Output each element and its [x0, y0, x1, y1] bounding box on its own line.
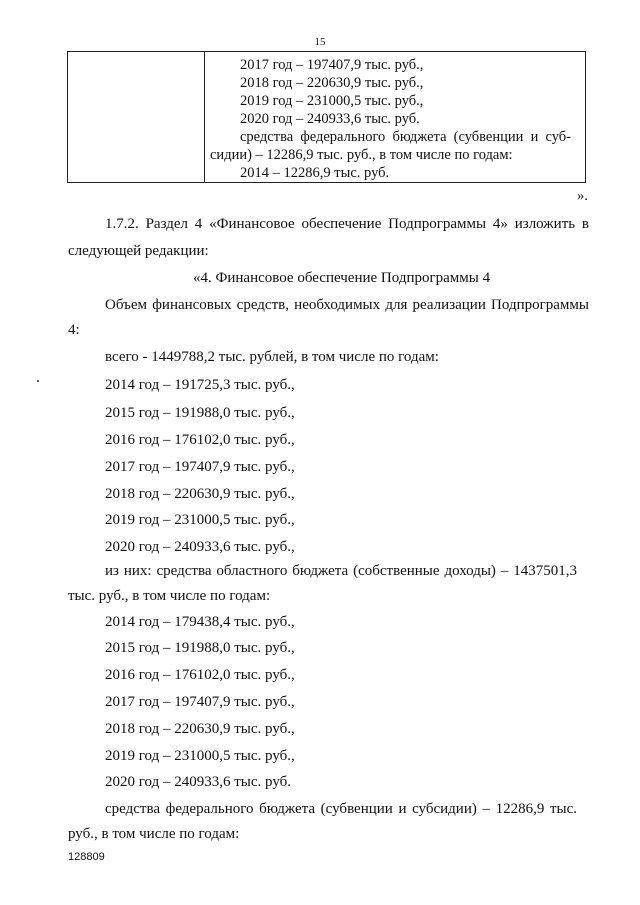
- table-line: сидии) – 12286,9 тыс. руб., в том числе по годам:: [210, 147, 513, 163]
- paragraph-line: Объем финансовых средств, необходимых для реализации Подпрограммы: [105, 297, 589, 313]
- year-line: 2020 год – 240933,6 тыс. руб.,: [105, 539, 295, 555]
- table-line: 2020 год – 240933,6 тыс. руб.: [240, 111, 420, 127]
- year-line: 2018 год – 220630,9 тыс. руб.,: [105, 486, 295, 502]
- closing-quote: ».: [577, 188, 588, 204]
- year-line: 2017 год – 197407,9 тыс. руб.,: [105, 459, 295, 475]
- paragraph-line: 4:: [68, 322, 80, 338]
- document-code: 128809: [68, 851, 105, 863]
- table-line: 2017 год – 197407,9 тыс. руб.,: [240, 57, 424, 73]
- year-line: 2017 год – 197407,9 тыс. руб.,: [105, 694, 295, 710]
- year-line: 2015 год – 191988,0 тыс. руб.,: [105, 640, 295, 656]
- total-amount: всего - 1449788,2 тыс. рублей, в том числе по годам:: [105, 349, 439, 365]
- year-line: 2019 год – 231000,5 тыс. руб.,: [105, 512, 295, 528]
- financing-table: [67, 51, 586, 183]
- paragraph-line: следующей редакции:: [68, 243, 209, 259]
- table-column-divider: [204, 52, 205, 182]
- year-line: 2015 год – 191988,0 тыс. руб.,: [105, 405, 295, 421]
- page-number: 15: [314, 36, 326, 48]
- year-line: 2014 год – 191725,3 тыс. руб.,: [105, 377, 295, 393]
- table-line: 2019 год – 231000,5 тыс. руб.,: [240, 93, 424, 109]
- table-line: 2014 – 12286,9 тыс. руб.: [240, 165, 390, 181]
- paragraph-line: тыс. руб., в том числе по годам:: [68, 588, 271, 604]
- scan-speck: [37, 380, 39, 382]
- year-line: 2016 год – 176102,0 тыс. руб.,: [105, 432, 295, 448]
- paragraph-line: 1.7.2. Раздел 4 «Финансовое обеспечение Подпрограммы 4» изложить в: [105, 216, 589, 232]
- section-heading: «4. Финансовое обеспечение Подпрограммы 4: [193, 270, 491, 286]
- paragraph-line: руб., в том числе по годам:: [68, 826, 240, 842]
- paragraph-line: средства федерального бюджета (субвенции и субсидии) – 12286,9 тыс.: [105, 801, 577, 817]
- year-line: 2019 год – 231000,5 тыс. руб.,: [105, 748, 295, 764]
- paragraph-line: из них: средства областного бюджета (собственные доходы) – 1437501,3: [105, 563, 577, 579]
- table-line: 2018 год – 220630,9 тыс. руб.,: [240, 75, 424, 91]
- year-line: 2014 год – 179438,4 тыс. руб.,: [105, 614, 295, 630]
- year-line: 2020 год – 240933,6 тыс. руб.: [105, 774, 292, 790]
- table-right-cell: [210, 56, 571, 182]
- year-line: 2016 год – 176102,0 тыс. руб.,: [105, 667, 295, 683]
- table-line: средства федерального бюджета (субвенции и суб-: [240, 129, 571, 145]
- year-line: 2018 год – 220630,9 тыс. руб.,: [105, 721, 295, 737]
